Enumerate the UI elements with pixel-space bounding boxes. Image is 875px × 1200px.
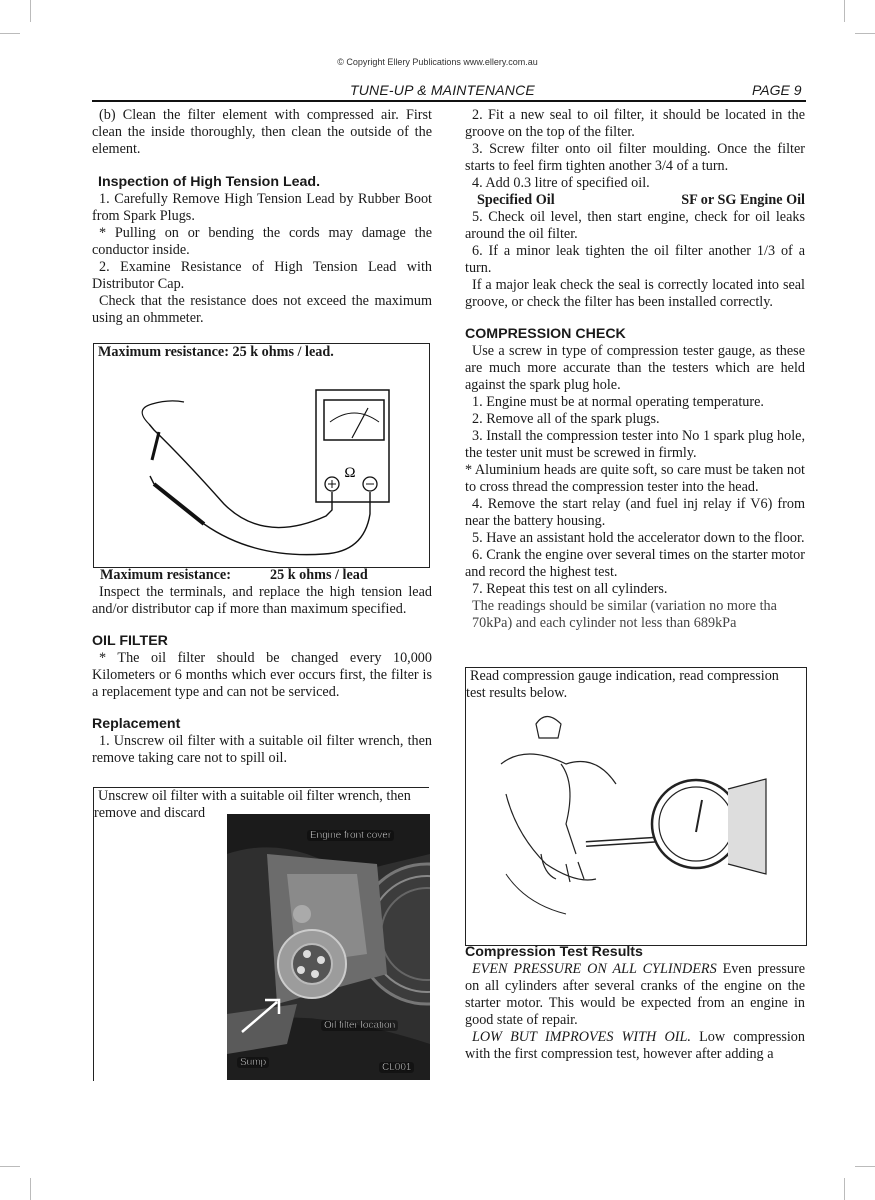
page-number: PAGE 9	[752, 82, 802, 98]
specified-oil-row	[465, 192, 805, 209]
ht-check: Check that the resistance does not exceed the maximum using an ohmmeter.	[92, 293, 432, 326]
aluminium-heads-note: * Aluminium heads are quite soft, so care must be taken not to cross thread the compression tester into the head.	[465, 462, 805, 495]
compression-gauge-diagram	[466, 704, 806, 944]
ohmmeter-diagram	[94, 364, 429, 564]
inspect-terminals-paragraph: Inspect the terminals, and replace the high tension lead and/or distributor cap if more than maximum specified.	[92, 584, 432, 617]
oil-filter-step-6: 6. If a minor leak tighten the oil filter another 1/3 of a turn.	[465, 243, 805, 276]
oil-filter-figure-caption-2: remove and discard	[94, 805, 206, 821]
readings-line-1: The readings should be similar (variation no more tha	[472, 598, 777, 614]
crop-mark	[30, 0, 31, 22]
specified-oil-label: Specified Oil	[477, 192, 555, 208]
oil-filter-paragraph: * The oil filter should be changed every 10,000 Kilometers or 6 months which ever occurs first, the filter is a replacement type and can not be serviced.	[92, 650, 432, 700]
crop-mark	[844, 1178, 845, 1200]
replacement-step-1: 1. Unscrew oil filter with a suitable oil filter wrench, then remove taking care not to spill oil.	[92, 733, 432, 766]
result-low-improves	[465, 1029, 805, 1063]
ht-step-2: 2. Examine Resistance of High Tension Lead with Distributor Cap.	[92, 259, 432, 292]
compression-step-5: 5. Have an assistant hold the accelerator down to the floor.	[472, 530, 805, 546]
engine-oil-filter-photo	[227, 814, 430, 1080]
crop-mark	[0, 1166, 20, 1167]
major-leak-paragraph: If a major leak check the seal is correctly located into seal groove, or check the filter has been installed correctly.	[465, 277, 805, 310]
oil-filter-location-label: Oil filter location	[321, 1020, 398, 1031]
left-column-2	[92, 567, 432, 767]
oil-filter-step-2: 2. Fit a new seal to oil filter, it should be located in the groove on the top of the filter.	[465, 107, 805, 140]
oil-filter-heading: OIL FILTER	[92, 633, 168, 649]
compression-step-2: 2. Remove all of the spark plugs.	[472, 411, 660, 427]
compression-results-heading: Compression Test Results	[465, 944, 643, 960]
specified-oil-value: SF or SG Engine Oil	[681, 192, 805, 208]
crop-mark	[855, 33, 875, 34]
crop-mark	[0, 33, 20, 34]
crop-mark	[844, 0, 845, 22]
max-resistance-value: 25 k ohms / lead	[270, 567, 368, 583]
result-low-improves-text: Low compression with the first compression test, however after adding a	[465, 1029, 805, 1062]
left-column	[92, 107, 432, 327]
result-low-improves-title: LOW BUT IMPROVES WITH OIL.	[472, 1029, 691, 1045]
oil-filter-figure-caption-1: Unscrew oil filter with a suitable oil filter wrench, then	[98, 788, 411, 804]
ht-warning: * Pulling on or bending the cords may damage the conductor inside.	[92, 225, 432, 258]
copyright-notice: © Copyright Ellery Publications www.ellery.com.au	[337, 57, 538, 67]
photo-code-label: CL001	[379, 1062, 414, 1073]
page-header-title: TUNE-UP & MAINTENANCE	[350, 82, 535, 98]
readings-line-2: 70kPa) and each cylinder not less than 689kPa	[472, 615, 737, 631]
ohm-symbol: Ω	[344, 465, 356, 481]
compression-gauge-figure	[465, 667, 807, 946]
oil-filter-step-3: 3. Screw filter onto oil filter moulding. Once the filter starts to feel firm tighten another 3/4 of a turn.	[465, 141, 805, 174]
compression-step-7: 7. Repeat this test on all cylinders.	[472, 581, 668, 597]
result-even-pressure	[465, 961, 805, 1029]
max-resistance-row	[92, 567, 432, 584]
sump-label: Sump	[237, 1057, 269, 1068]
ht-step-1: 1. Carefully Remove High Tension Lead by Rubber Boot from Spark Plugs.	[92, 191, 432, 224]
engine-photo-illustration	[227, 814, 430, 1080]
compression-step-6: 6. Crank the engine over several times on the starter motor and record the highest test.	[465, 547, 805, 580]
compression-step-1: 1. Engine must be at normal operating temperature.	[472, 394, 764, 410]
compression-intro: Use a screw in type of compression tester gauge, as these are much more accurate than the testers which are held against the spark plug hole.	[465, 343, 805, 393]
compression-step-3: 3. Install the compression tester into No 1 spark plug hole, the tester unit must be screwed in firmly.	[465, 428, 805, 461]
replacement-heading: Replacement	[92, 716, 181, 732]
result-even-pressure-text: Even pressure on all cylinders after several cranks of the engine on the starter motor. This would be expected from an engine in good state of repair.	[465, 961, 805, 1028]
resistance-figure-caption: Maximum resistance: 25 k ohms / lead.	[98, 344, 334, 360]
filter-clean-paragraph: (b) Clean the filter element with compressed air. First clean the inside thoroughly, then clean the outside of the element.	[92, 107, 432, 157]
header-rule	[92, 100, 806, 102]
compression-step-4: 4. Remove the start relay (and fuel inj relay if V6) from near the battery housing.	[465, 496, 805, 529]
oil-filter-step-4: 4. Add 0.3 litre of specified oil.	[472, 175, 650, 191]
right-column	[465, 107, 805, 632]
resistance-figure	[93, 343, 430, 568]
max-resistance-label: Maximum resistance:	[100, 567, 231, 583]
gauge-figure-caption-1: Read compression gauge indication, read compression	[470, 668, 779, 684]
crop-mark	[855, 1166, 875, 1167]
result-even-pressure-title: EVEN PRESSURE ON ALL CYLINDERS	[472, 961, 717, 977]
crop-mark	[30, 1178, 31, 1200]
right-column-2	[465, 944, 805, 1063]
compression-check-heading: COMPRESSION CHECK	[465, 326, 626, 342]
gauge-figure-caption-2: test results below.	[466, 685, 568, 701]
ht-lead-heading: Inspection of High Tension Lead.	[98, 174, 321, 190]
oil-filter-step-5: 5. Check oil level, then start engine, check for oil leaks around the oil filter.	[465, 209, 805, 242]
engine-front-cover-label: Engine front cover	[307, 830, 394, 841]
